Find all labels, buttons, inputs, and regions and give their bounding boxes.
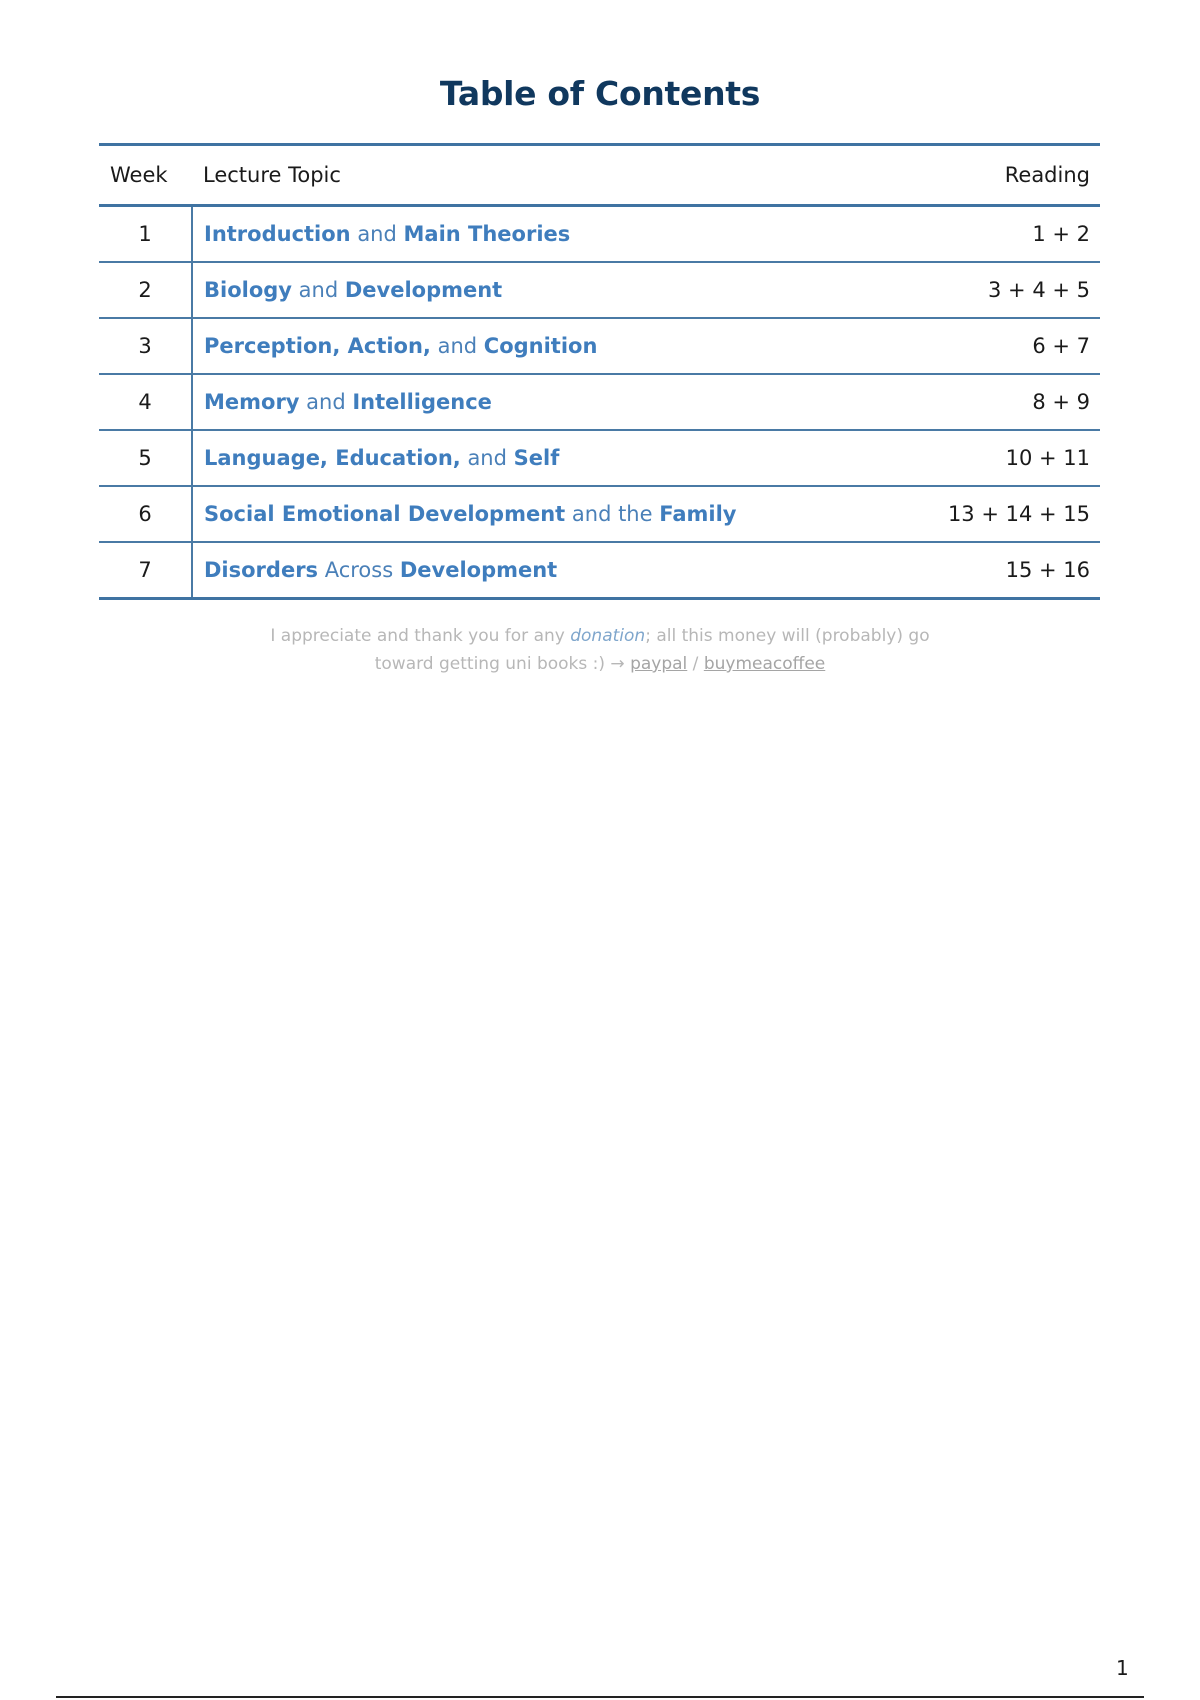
lecture-topic[interactable] [192, 262, 902, 318]
topic-keyword: Self [513, 446, 560, 470]
table-row [99, 542, 1100, 599]
table-row [99, 318, 1100, 374]
reading-chapters: 6 + 7 [902, 318, 1100, 374]
link-separator: / [687, 654, 704, 674]
header-reading: Reading [902, 145, 1100, 206]
topic-keyword: Disorders [204, 558, 319, 582]
week-number: 5 [99, 430, 192, 486]
reading-chapters: 10 + 11 [902, 430, 1100, 486]
reading-chapters: 3 + 4 + 5 [902, 262, 1100, 318]
table-body [99, 206, 1100, 599]
topic-keyword: Biology [204, 278, 292, 302]
topic-keyword: Perception, Action, [204, 334, 431, 358]
topic-connector: Across [318, 558, 400, 582]
topic-keyword: Memory [204, 390, 300, 414]
footer-rule [56, 1696, 1144, 1698]
table-header-row [99, 145, 1100, 206]
table-row [99, 430, 1100, 486]
lecture-topic[interactable] [192, 374, 902, 430]
table-row [99, 206, 1100, 263]
topic-connector: and [291, 278, 345, 302]
week-number: 6 [99, 486, 192, 542]
topic-keyword: Introduction [204, 222, 351, 246]
topic-keyword: Family [659, 502, 737, 526]
donation-note [0, 622, 1200, 678]
topic-keyword: Development [344, 278, 503, 302]
week-number: 2 [99, 262, 192, 318]
header-lecture-topic: Lecture Topic [192, 145, 902, 206]
donation-text-start: I appreciate and thank you for any [270, 626, 571, 646]
topic-connector: and [350, 222, 404, 246]
topic-keyword: Language, Education, [204, 446, 461, 470]
topic-connector: and [430, 334, 484, 358]
donation-word: donation [570, 626, 646, 646]
topic-keyword: Cognition [483, 334, 598, 358]
lecture-topic[interactable] [192, 486, 902, 542]
topic-connector: and the [565, 502, 660, 526]
buymeacoffee-link[interactable]: buymeacoffee [703, 654, 826, 674]
topic-keyword: Intelligence [352, 390, 492, 414]
contents-table [99, 143, 1100, 600]
reading-chapters: 15 + 16 [1005, 558, 1090, 582]
reading-chapters: 1 + 2 [902, 206, 1100, 263]
week-number: 4 [99, 374, 192, 430]
header-week: Week [99, 145, 192, 206]
lecture-topic[interactable] [192, 206, 902, 263]
table-row [99, 486, 1100, 542]
reading-chapters: 8 + 9 [902, 374, 1100, 430]
donation-text-line2: toward getting uni books :) → [374, 654, 631, 674]
donation-text-middle: ; all this money will (probably) go [645, 626, 930, 646]
lecture-topic[interactable] [192, 542, 902, 599]
table-row [99, 374, 1100, 430]
reading-chapters: 13 + 14 + 15 [902, 486, 1100, 542]
topic-keyword: Development [399, 558, 558, 582]
page-title: Table of Contents [439, 74, 761, 113]
paypal-link[interactable]: paypal [630, 654, 688, 674]
topic-connector: and [299, 390, 353, 414]
table-row [99, 262, 1100, 318]
week-number: 1 [99, 206, 192, 263]
topic-connector: and [460, 446, 514, 470]
lecture-topic[interactable] [192, 318, 902, 374]
lecture-topic[interactable] [192, 430, 902, 486]
week-number: 7 [99, 542, 192, 599]
page-number: 1 [1116, 1656, 1129, 1680]
topic-keyword: Main Theories [403, 222, 571, 246]
topic-keyword: Social Emotional Development [204, 502, 566, 526]
week-number: 3 [99, 318, 192, 374]
